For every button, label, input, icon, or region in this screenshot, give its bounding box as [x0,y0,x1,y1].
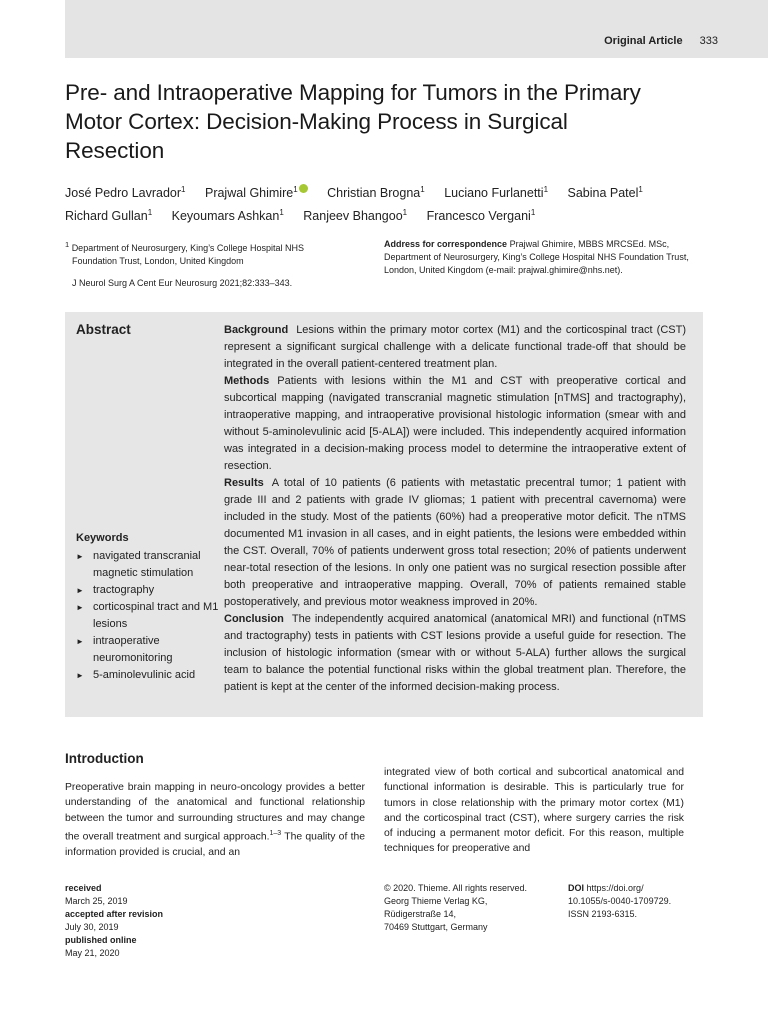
keywords-list [76,548,221,684]
correspondence [384,238,704,277]
doi-link[interactable]: https://doi.org/ [586,883,644,893]
correspondence-text: Prajwal Ghimire, MBBS MRCSEd. MSc, Department of Neurosurgery, King’s College Hospital NHS Foundation Trust, London, United Kingdom (e-mail: prajwal.ghimire@nhs.net). [384,239,689,275]
publisher-info: © 2020. Thieme. All rights reserved. Georg Thieme Verlag KG, Rüdigerstraße 14, 70469 Stuttgart, Germany [384,883,528,932]
article-title: Pre- and Intraoperative Mapping for Tumors in the Primary Motor Cortex: Decision-Making Process in Surgical Resection [65,80,641,163]
running-head [604,35,718,47]
citation: J Neurol Surg A Cent Eur Neurosurg 2021;82:333–343. [72,278,293,288]
author[interactable]: Francesco Vergani$^1$ [426,208,536,224]
intro-column-2: integrated view of both cortical and subcortical anatomical and functional information is desirable. This is particularly true for tumors in close relationship with the primary motor cortex (M1) and the corticospinal tract (CST), where surgery carries the risk of inducing a permanent motor deficit. For this reason, multiple techniques for preoperative and [384,767,684,855]
header-bar [65,0,768,58]
author[interactable]: Keyoumars Ashkan$^1$ [171,208,284,224]
intro-column-1: Preoperative brain mapping in neuro-oncology provides a better understanding of the anatomical and functional relationship between the tumor and surrounding structures and may change the overall treatment and surgical approach.$^{1-3}$ The quality of the information provided is crucial, and an [65,782,366,858]
abstract-background: Background Lesions within the primary motor cortex (M1) and the corticospinal tract (CST) represent a significant surgical challenge with a delicate functional trade-off that should be integrated in the overall patient-centered treatment plan. [224,324,686,370]
author[interactable]: José Pedro Lavrador$^1$ [65,185,186,201]
doi-info: DOI https://doi.org/ 10.1055/s-0040-1709729. ISSN 2193-6315. [568,883,672,919]
introduction-heading: Introduction [65,751,144,766]
issn: ISSN 2193-6315. [568,909,638,919]
doi-link[interactable]: 10.1055/s-0040-1709729. [568,896,672,906]
author[interactable]: Richard Gullan$^1$ [65,208,153,224]
keyword-item: ► tractography [76,582,221,599]
abstract-methods: Methods Patients with lesions within the M1 and CST with preoperative cortical and subcortical mapping (navigated transcranial magnetic stimulation [nTMS] and tractography), intraoperative mapping, and intraoperative provisional histologic information (smear with and without 5-aminolevulinic acid [5-ALA]) were included. This independently acquired information was integrated in a decision-making process model to determine the intraoperative extent of resection. [224,375,686,472]
keyword-item: ► navigated transcranial magnetic stimulation [76,548,221,582]
article-dates: received March 25, 2019 accepted after revision July 30, 2019 published online May 21, 2020 [65,883,164,958]
author[interactable]: Christian Brogna$^1$ [327,185,425,201]
page-number: 333 [699,35,718,47]
keywords-heading: Keywords [76,532,129,544]
reference-link[interactable]: 1–3 [269,829,282,837]
author[interactable]: Sabina Patel$^1$ [567,185,643,201]
author[interactable]: Ranjeev Bhangoo$^1$ [303,208,408,224]
abstract-body [224,322,686,696]
affiliation: $^1$ Department of Neurosurgery, King’s College Hospital NHS Foundation Trust, London, United Kingdom [65,240,304,266]
keyword-item: ► intraoperative neuromonitoring [76,633,221,667]
keyword-item: ► 5-aminolevulinic acid [76,667,221,684]
author-list [65,180,725,226]
abstract-heading: Abstract [76,322,131,337]
keyword-item: ► corticospinal tract and M1 lesions [76,599,221,633]
abstract-conclusion: Conclusion The independently acquired anatomical (anatomical MRI) and functional (nTMS and tractography) tests in patients with CST lesions provide a useful guide for resection. The inclusion of histologic information (smear with or without 5-ALA) further allows the surgical team to balance the potential functional risks within the global treatment plan. Therefore, the patient is kept at the center of the informed decision-making process. [224,613,686,693]
correspondence-label: Address for correspondence [384,239,508,249]
author[interactable]: Prajwal Ghimire$^1$ [205,186,308,200]
section-label: Original Article [604,35,683,47]
author[interactable]: Luciano Furlanetti$^1$ [444,185,549,201]
abstract-results: Results A total of 10 patients (6 patients with metastatic precentral tumor; 1 patient with grade III and 2 patients with grade IV gliomas; 1 patient with precentral cavernoma) were included in the study. Most of the patients (60%) had a preoperative motor deficit. The nTMS documented M1 invasion in all cases, and in eight patients, the lesions were embedded within the CST. Overall, 70% of patients underwent gross total resection; 20% of patients underwent near-total resection of the lesions. In only one patient was no surgical resection possible after both preoperative and intraoperative mapping. Overall, 70% of patients remained stable postoperatively, and previous motor weakness improved in 20%. [224,477,686,608]
orcid-icon[interactable] [299,184,308,193]
